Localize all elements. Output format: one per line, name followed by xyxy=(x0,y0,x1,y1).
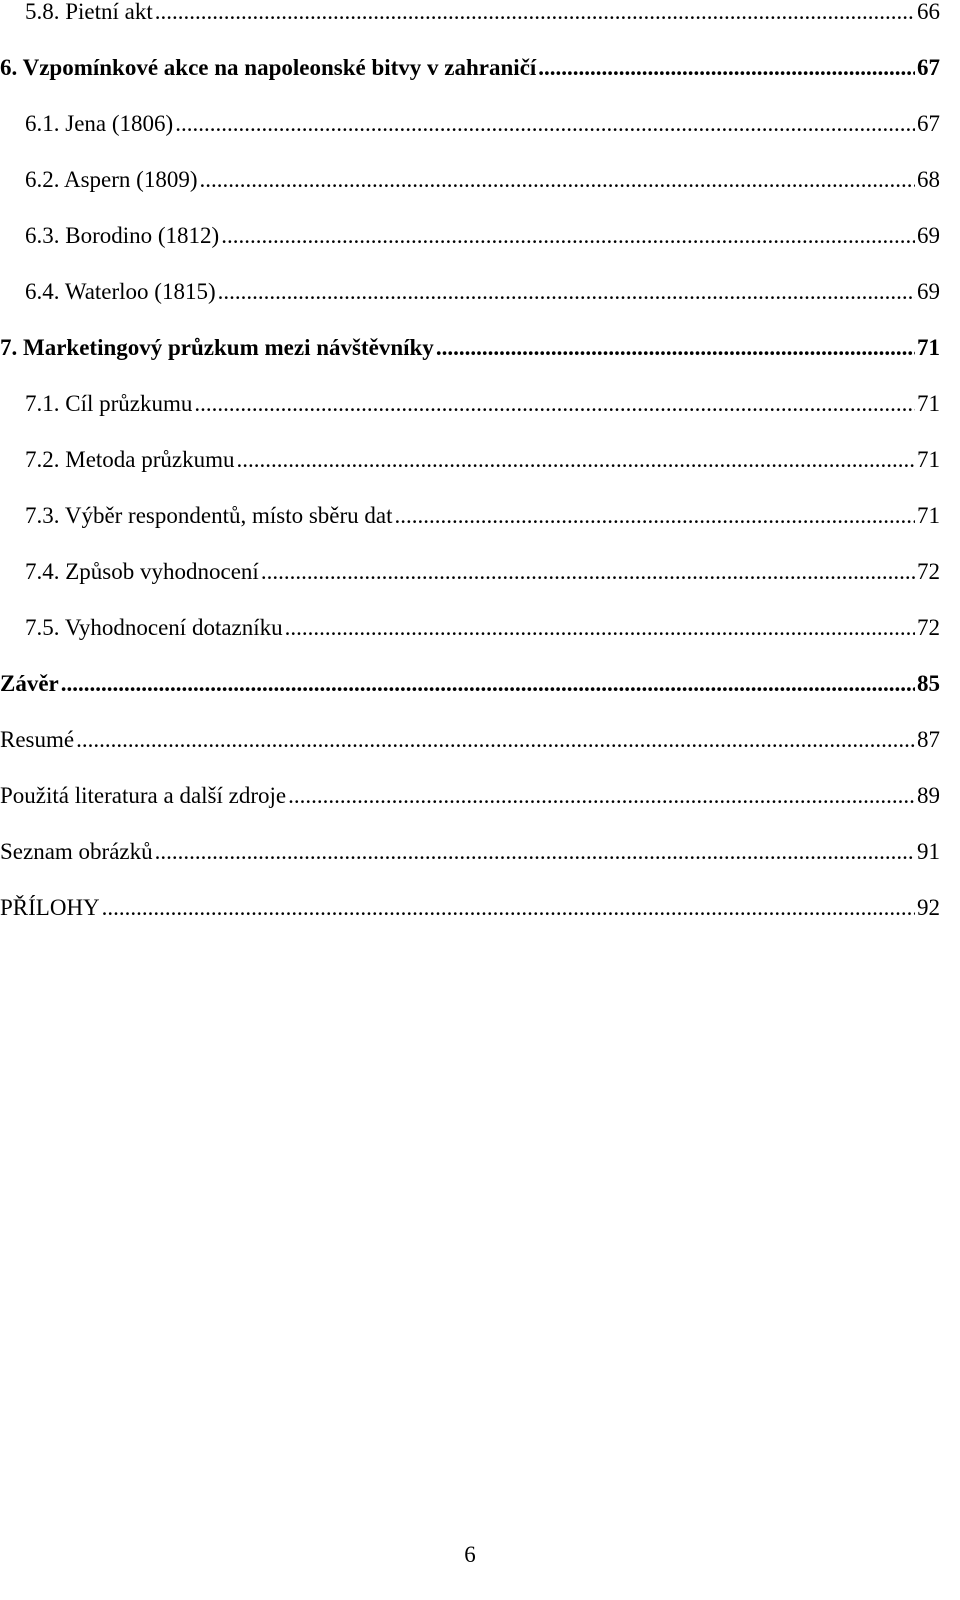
toc-entry-page: 85 xyxy=(917,671,940,696)
toc-entry-page: 69 xyxy=(917,223,940,248)
toc-entry-title: Závěr xyxy=(0,671,59,696)
toc-entry xyxy=(0,781,940,811)
toc-entry xyxy=(0,669,940,699)
toc-entry-page: 71 xyxy=(917,447,940,472)
toc-dot-leader xyxy=(221,221,915,251)
toc-entry-title: 6.2. Aspern (1809) xyxy=(25,167,198,192)
toc-entry-page: 71 xyxy=(917,503,940,528)
toc-dot-leader xyxy=(61,669,915,699)
toc-dot-leader xyxy=(538,53,915,83)
toc-dot-leader xyxy=(288,781,915,811)
toc-entry xyxy=(0,557,940,587)
toc-entry xyxy=(0,893,940,923)
toc-entry xyxy=(0,165,940,195)
toc-entry-page: 66 xyxy=(917,0,940,24)
toc-entry-title: 6.4. Waterloo (1815) xyxy=(25,279,216,304)
page-number: 6 xyxy=(464,1542,476,1567)
toc-entry-title: Seznam obrázků xyxy=(0,839,153,864)
toc-entry-title: 7.2. Metoda průzkumu xyxy=(25,447,235,472)
toc-dot-leader xyxy=(155,0,915,27)
toc-dot-leader xyxy=(237,445,915,475)
toc-entry-page: 69 xyxy=(917,279,940,304)
toc-entry-title: 5.8. Pietní akt xyxy=(25,0,153,24)
toc-dot-leader xyxy=(395,501,915,531)
toc-dot-leader xyxy=(436,333,915,363)
toc-entry xyxy=(0,613,940,643)
toc-entry xyxy=(0,501,940,531)
toc-entry-title: PŘÍLOHY xyxy=(0,895,100,920)
toc-entry-title: 6.1. Jena (1806) xyxy=(25,111,174,136)
toc-entry-page: 91 xyxy=(917,839,940,864)
toc-dot-leader xyxy=(102,893,915,923)
toc-entry-page: 72 xyxy=(917,559,940,584)
toc-entry-page: 72 xyxy=(917,615,940,640)
toc-entry-title: 7.1. Cíl průzkumu xyxy=(25,391,193,416)
toc-entry-page: 89 xyxy=(917,783,940,808)
toc-entry xyxy=(0,53,940,83)
toc-entry-page: 71 xyxy=(917,335,940,360)
toc-entry-page: 92 xyxy=(917,895,940,920)
toc-entry-title: 6. Vzpomínkové akce na napoleonské bitvy v zahraničí xyxy=(0,55,537,80)
toc-dot-leader xyxy=(285,613,915,643)
toc-entry xyxy=(0,837,940,867)
toc-entry-title: 7.3. Výběr respondentů, místo sběru dat xyxy=(25,503,393,528)
toc-entry xyxy=(0,333,940,363)
toc-entry xyxy=(0,109,940,139)
toc-dot-leader xyxy=(76,725,915,755)
toc-entry xyxy=(0,445,940,475)
toc-entry-title: 7. Marketingový průzkum mezi návštěvníky xyxy=(0,335,434,360)
toc-entry-title: Použitá literatura a další zdroje xyxy=(0,783,287,808)
toc-entry-title: 7.4. Způsob vyhodnocení xyxy=(25,559,259,584)
toc-dot-leader xyxy=(199,165,915,195)
toc-entry-title: 7.5. Vyhodnocení dotazníku xyxy=(25,615,283,640)
toc-entry-page: 67 xyxy=(917,55,940,80)
toc-entry xyxy=(0,277,940,307)
toc-entry-page: 67 xyxy=(917,111,940,136)
toc-entry-page: 71 xyxy=(917,391,940,416)
toc-entry-page: 68 xyxy=(917,167,940,192)
toc-dot-leader xyxy=(194,389,915,419)
toc-entry-title: 6.3. Borodino (1812) xyxy=(25,223,220,248)
toc-dot-leader xyxy=(175,109,915,139)
toc-dot-leader xyxy=(261,557,915,587)
toc-entry xyxy=(0,725,940,755)
toc-entry xyxy=(0,221,940,251)
toc-entry xyxy=(0,0,940,27)
toc-entry-page: 87 xyxy=(917,727,940,752)
toc-entry-title: Resumé xyxy=(0,727,75,752)
toc-entry xyxy=(0,389,940,419)
toc-dot-leader xyxy=(218,277,915,307)
toc-dot-leader xyxy=(155,837,915,867)
